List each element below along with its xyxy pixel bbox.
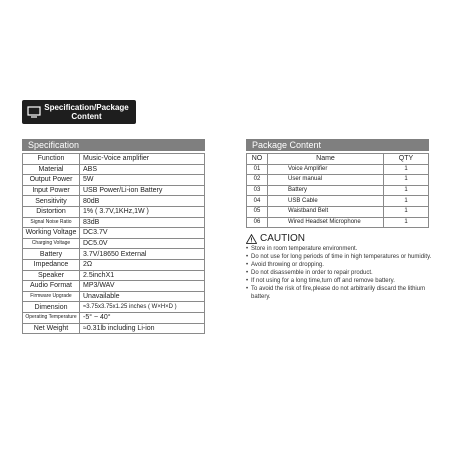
spec-row [23,270,205,281]
package-row [247,196,429,207]
package-no: 05 [247,206,268,217]
package-name: USB Cable [268,196,384,207]
package-no: 02 [247,175,268,186]
monitor-icon [27,106,41,118]
spec-value: 80dB [80,196,205,207]
spec-value: 1% ( 3.7V,1KHz,1W ) [80,206,205,217]
spec-row [23,228,205,239]
caution-item: • Store in room temperature environment. [246,245,442,253]
spec-label: Signal Noise Ratio [23,217,80,228]
package-row [247,217,429,228]
spec-row [23,259,205,270]
package-name: Battery [268,185,384,196]
package-table [246,153,429,228]
specification-table [22,153,205,334]
spec-value: DC5.0V [80,238,205,249]
spec-label: Charging Voltage [23,238,80,249]
spec-label: Dimension [23,302,80,313]
spec-row [23,154,205,165]
spec-label: Working Voltage [23,228,80,239]
spec-row [23,206,205,217]
spec-label: Distortion [23,206,80,217]
package-header-row [247,154,429,165]
package-qty: 1 [384,196,429,207]
spec-label: Firmware Upgrade [23,291,80,302]
package-no: 06 [247,217,268,228]
spec-row [23,302,205,313]
spec-value: Unavailable [80,291,205,302]
caution-item: • If not using for a long time,turn off and remove battery. [246,277,442,285]
package-name: Waistband Belt [268,206,384,217]
spec-label: Speaker [23,270,80,281]
package-qty: 1 [384,206,429,217]
spec-row [23,238,205,249]
spec-value: 2Ω [80,259,205,270]
package-header-qty: QTY [384,154,429,165]
caution-item: • Do not disassemble in order to repair product. [246,269,442,277]
spec-label: Input Power [23,185,80,196]
package-row [247,175,429,186]
spec-label: Output Power [23,175,80,186]
package-qty: 1 [384,185,429,196]
warning-triangle-icon [246,234,257,244]
spec-value: DC3.7V [80,228,205,239]
package-name: Wired Headset Microphone [268,217,384,228]
spec-label: Net Weight [23,323,80,334]
spec-row [23,312,205,323]
package-qty: 1 [384,175,429,186]
spec-value: Music-Voice amplifier [80,154,205,165]
spec-row [23,164,205,175]
spec-row [23,185,205,196]
spec-value: -5° ~ 40° [80,312,205,323]
package-qty: 1 [384,217,429,228]
specification-title-bar: Specification [22,139,205,151]
spec-row [23,196,205,207]
spec-value: 83dB [80,217,205,228]
package-row [247,185,429,196]
spec-row [23,249,205,260]
package-title-bar: Package Content [246,139,429,151]
caution-heading [246,233,441,244]
caution-item: • Avoid throwing or dropping. [246,261,442,269]
package-no: 04 [247,196,268,207]
spec-value: 3.7V/18650 External [80,249,205,260]
spec-label: Sensitivity [23,196,80,207]
caution-item: • To avoid the risk of fire,please do not arbitrarily discard the lithium battery. [246,285,442,301]
section-header-title: Specification/Package Content [44,103,129,121]
spec-value: 2.5inchX1 [80,270,205,281]
package-header-no: NO [247,154,268,165]
spec-row [23,291,205,302]
package-no: 01 [247,164,268,175]
caution-item: • Do not use for long periods of time in high temperatures or humidity. [246,253,442,261]
spec-label: Impedance [23,259,80,270]
spec-row [23,281,205,292]
spec-value: ≈3.75x3.75x1.25 inches ( W×H×D ) [80,302,205,313]
package-no: 03 [247,185,268,196]
spec-label: Material [23,164,80,175]
section-header-badge [22,100,136,124]
spec-label: Battery [23,249,80,260]
spec-value: ABS [80,164,205,175]
spec-row [23,175,205,186]
caution-list [246,245,442,301]
package-name: Voice Amplifier [268,164,384,175]
package-row [247,206,429,217]
spec-value: 5W [80,175,205,186]
package-qty: 1 [384,164,429,175]
spec-value: ≈0.31lb including Li-ion [80,323,205,334]
spec-row [23,217,205,228]
spec-row [23,323,205,334]
spec-label: Audio Format [23,281,80,292]
package-name: User manual [268,175,384,186]
spec-label: Operating Temperature [23,312,80,323]
package-row [247,164,429,175]
spec-label: Function [23,154,80,165]
caution-title: CAUTION [260,233,305,244]
spec-value: MP3/WAV [80,281,205,292]
spec-value: USB Power/Li-ion Battery [80,185,205,196]
package-header-name: Name [268,154,384,165]
